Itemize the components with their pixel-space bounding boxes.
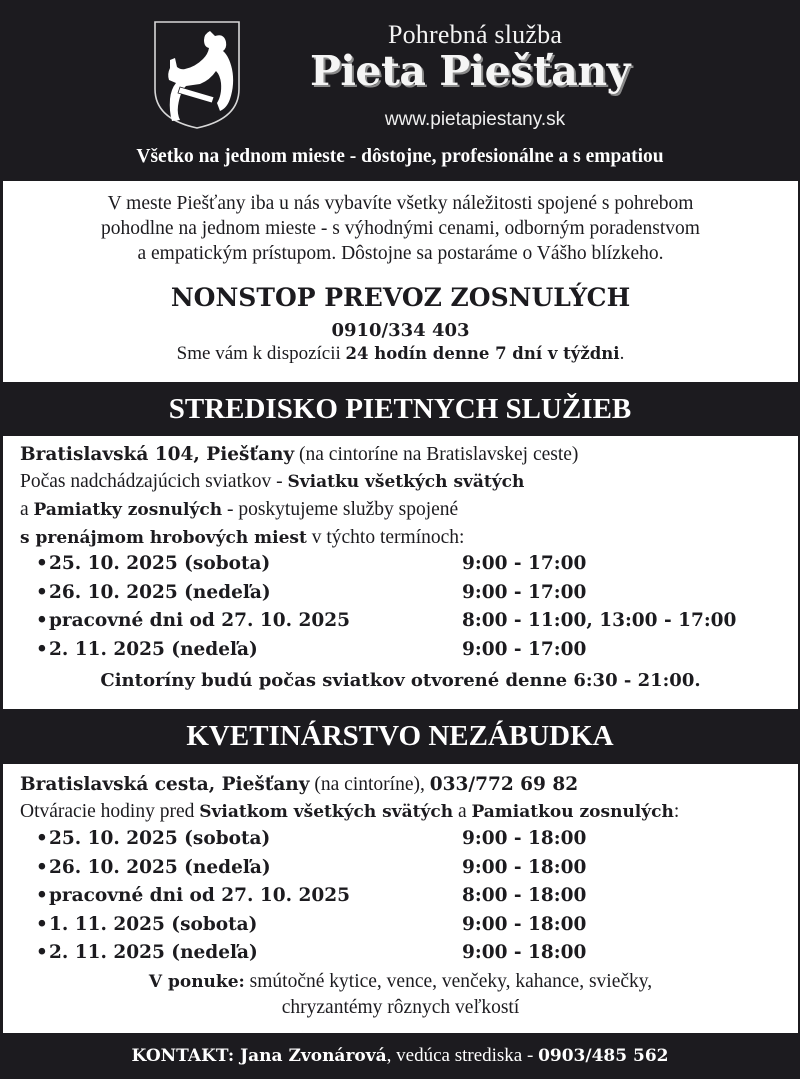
tagline: Všetko na jednom mieste - dôstojne, profesionálne a s empatiou: [136, 146, 664, 167]
offer-label: V ponuke:: [148, 972, 245, 992]
brand-subtitle: Pohrebná služba: [387, 20, 563, 49]
bullet: •: [36, 913, 48, 935]
cemetery-note: Cintoríny budú počas sviatkov otvorené denne 6:30 - 21:00.: [100, 670, 701, 691]
schedule-date: [36, 828, 270, 849]
bullet: •: [36, 581, 48, 603]
intro-line: pohodlne na jednom mieste - s výhodnými cenami, odborným poradenstvom: [101, 218, 700, 239]
line-bold: Sviatku všetkých svätých: [287, 472, 525, 492]
website-link[interactable]: www.pietapiestany.sk: [384, 109, 566, 130]
date-text: 26. 10. 2025 (nedeľa): [49, 856, 271, 878]
schedule-date: [36, 914, 257, 935]
schedule-time: 9:00 - 18:00: [462, 942, 587, 963]
stredisko-panel: [3, 436, 798, 709]
kvetinarstvo-phone[interactable]: 033/772 69 82: [429, 774, 579, 795]
contact-role: , vedúca strediska -: [386, 1045, 539, 1066]
footer-contact: [0, 1033, 800, 1079]
contact-name: KONTAKT: Jana Zvonárová: [131, 1046, 387, 1066]
date-text: pracovné dni od 27. 10. 2025: [49, 885, 350, 906]
line-text: - poskytujeme služby spojené: [222, 499, 459, 520]
schedule-date: [36, 553, 270, 574]
address-bold: Bratislavská cesta, Piešťany: [20, 774, 310, 795]
availability-suffix: .: [619, 343, 625, 364]
brand-title: Pieta Piešťany: [310, 47, 630, 95]
address-note: (na cintoríne),: [309, 774, 430, 795]
line-bold: Pamiatky zosnulých: [33, 500, 223, 520]
line-text: v týchto termínoch:: [306, 527, 465, 548]
contact-phone[interactable]: 0903/485 562: [538, 1046, 669, 1066]
date-text: 26. 10. 2025 (nedeľa): [49, 581, 271, 603]
schedule-date: [36, 582, 271, 603]
schedule-time: 8:00 - 11:00, 13:00 - 17:00: [462, 610, 737, 631]
stredisko-description: [20, 441, 578, 552]
offer-text: [3, 969, 798, 1021]
intro-line: V meste Piešťany iba u nás vybavíte všetky náležitosti spojené s pohrebom: [107, 193, 694, 214]
stredisko-address: [20, 441, 578, 468]
schedule-date: [36, 639, 258, 660]
section-title-stredisko: STREDISKO PIETNYCH SLUŽIEB: [0, 382, 800, 436]
kvetinarstvo-panel: [3, 764, 798, 1033]
date-text: 25. 10. 2025 (sobota): [49, 553, 271, 574]
schedule-date: [36, 942, 258, 963]
header: [0, 0, 800, 181]
schedule-date: [36, 885, 350, 906]
address-bold: Bratislavská 104, Piešťany: [20, 444, 295, 465]
schedule-date: [36, 857, 271, 878]
line-text: a: [453, 801, 472, 822]
nonstop-phone[interactable]: 0910/334 403: [331, 320, 470, 341]
opening-hours-line: [20, 798, 679, 826]
stredisko-line: [20, 496, 578, 524]
schedule-time: 9:00 - 18:00: [462, 913, 587, 935]
offer-line: chryzantémy rôznych veľkostí: [281, 997, 520, 1018]
schedule-time: 9:00 - 18:00: [462, 856, 587, 878]
bullet: •: [36, 610, 48, 631]
availability-text: [3, 343, 798, 365]
schedule-date: [36, 610, 350, 631]
bullet: •: [36, 942, 48, 963]
bullet: •: [36, 856, 48, 878]
bullet: •: [36, 553, 48, 574]
line-bold: Pamiatkou zosnulých: [471, 802, 674, 822]
kvetinarstvo-description: [20, 771, 679, 826]
section-title-kvetinarstvo: KVETINÁRSTVO NEZÁBUDKA: [0, 709, 800, 764]
intro-line: a empatickým prístupom. Dôstojne sa postaráme o Vášho blízkeho.: [137, 243, 664, 264]
offer-line: [3, 969, 798, 995]
schedule-time: 9:00 - 17:00: [462, 553, 587, 574]
stredisko-line: [20, 468, 578, 496]
bullet: •: [36, 828, 48, 849]
schedule-time: 9:00 - 18:00: [462, 828, 587, 849]
stredisko-line: [20, 524, 578, 552]
intro-paragraph: [3, 191, 798, 266]
availability-hours: 24 hodín denne 7 dní v týždni: [345, 344, 620, 363]
date-text: 1. 11. 2025 (sobota): [49, 913, 258, 935]
bullet: •: [36, 885, 48, 906]
line-text: :: [673, 801, 680, 822]
line-text: Otváracie hodiny pred: [20, 801, 200, 822]
intro-panel: [3, 181, 798, 382]
bullet: •: [36, 638, 48, 660]
availability-prefix: Sme vám k dispozícii: [176, 343, 346, 364]
schedule-time: 9:00 - 17:00: [462, 581, 587, 603]
date-text: 25. 10. 2025 (sobota): [49, 828, 271, 849]
date-text: pracovné dni od 27. 10. 2025: [49, 610, 350, 631]
nonstop-title: NONSTOP PREVOZ ZOSNULÝCH: [170, 283, 631, 312]
address-note: (na cintoríne na Bratislavskej ceste): [294, 444, 579, 465]
coat-of-arms-icon: [152, 19, 242, 131]
offer-items: smútočné kytice, vence, venčeky, kahance, sviečky,: [244, 971, 653, 992]
line-text: Počas nadchádzajúcich sviatkov -: [20, 471, 288, 492]
line-bold: Sviatkom všetkých svätých: [199, 802, 454, 822]
schedule-time: 8:00 - 18:00: [462, 885, 587, 906]
line-text: a: [20, 499, 34, 520]
schedule-time: 9:00 - 17:00: [462, 638, 587, 660]
line-bold: s prenájmom hrobových miest: [20, 528, 307, 548]
kvetinarstvo-address: [20, 771, 679, 798]
date-text: 2. 11. 2025 (nedeľa): [49, 942, 258, 963]
date-text: 2. 11. 2025 (nedeľa): [49, 638, 258, 660]
